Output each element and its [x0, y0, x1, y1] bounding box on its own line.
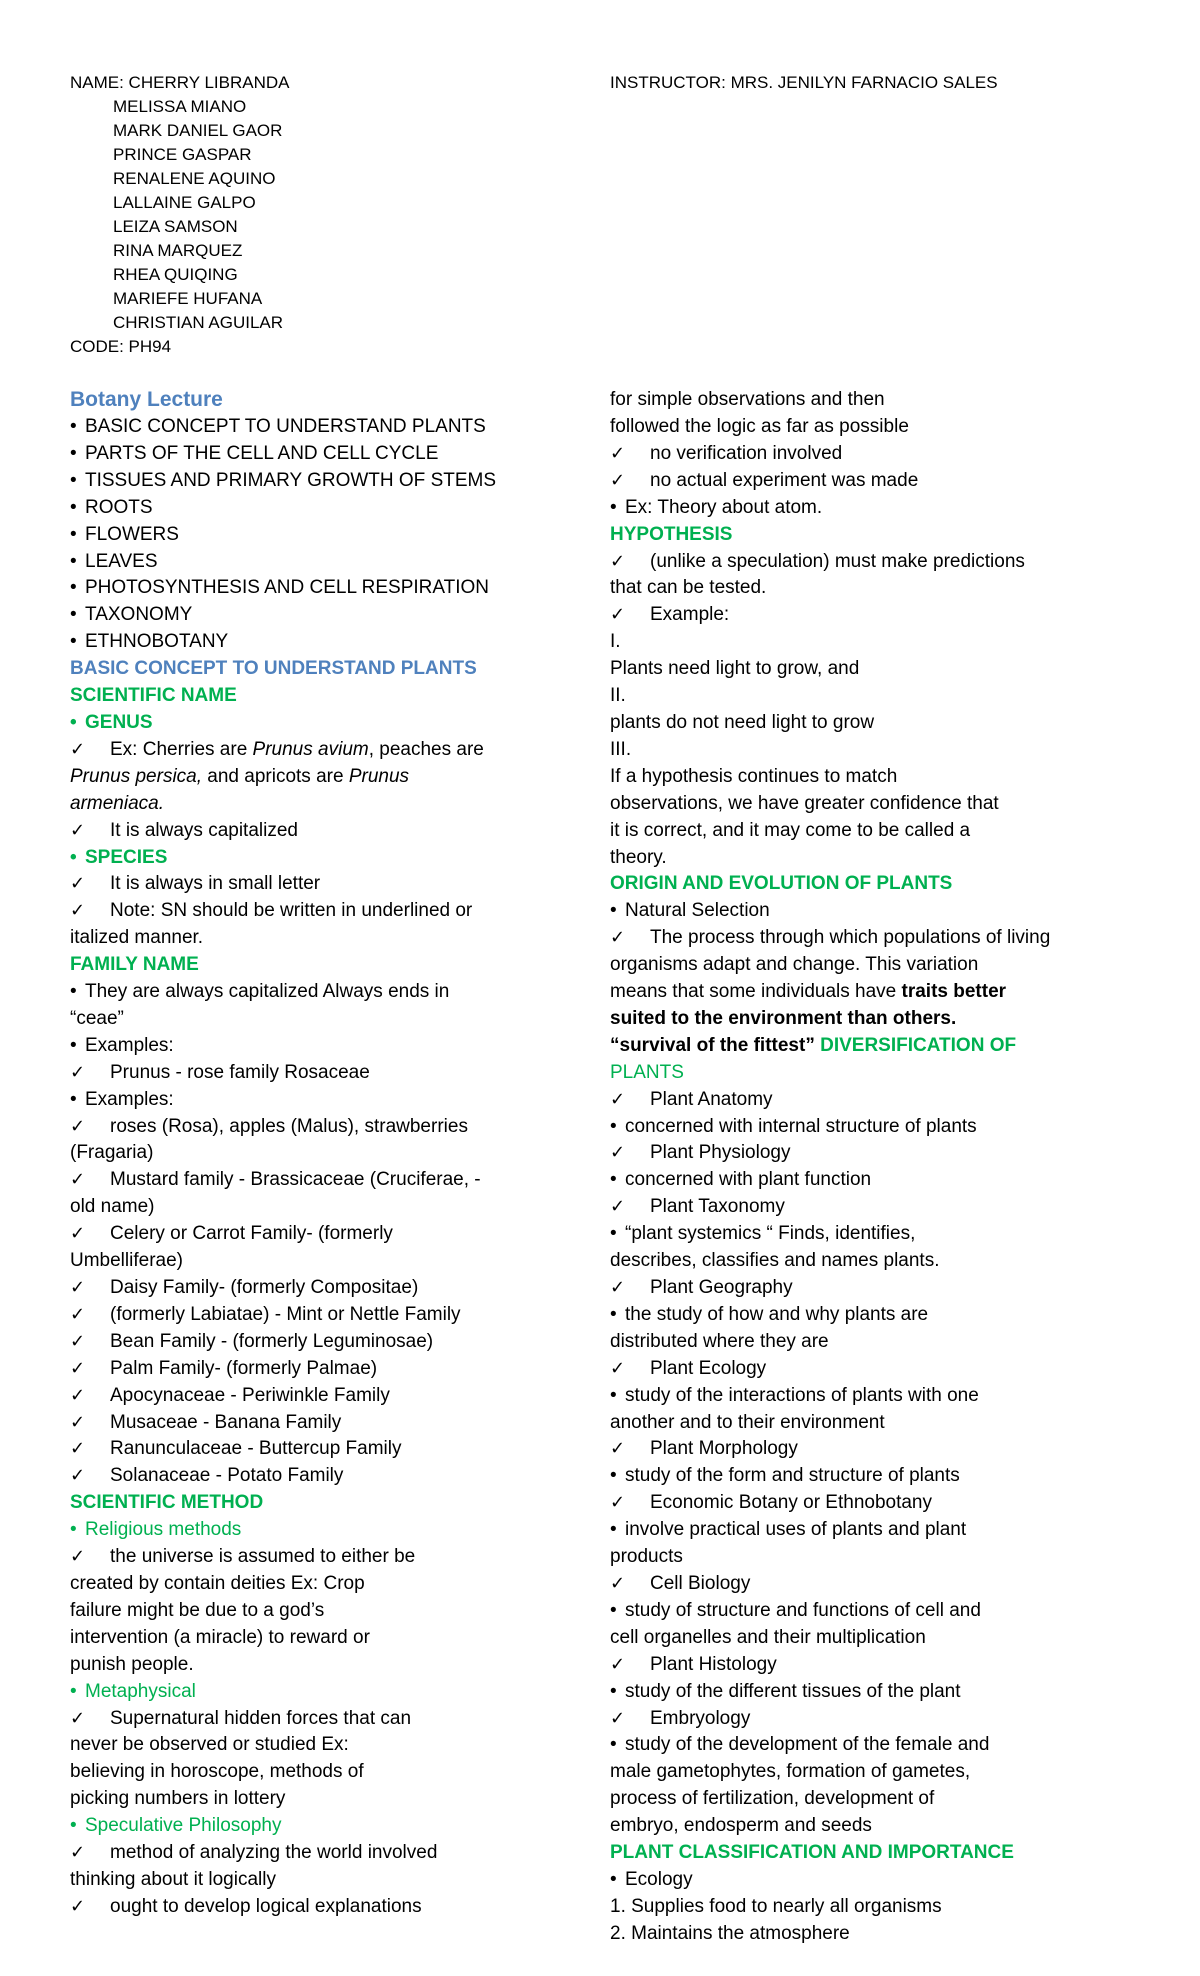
- check-item: ✓ Cell Biology: [610, 1571, 1080, 1598]
- class-code: CODE: PH94: [70, 337, 172, 356]
- bullet-item: • study of structure and functions of cell and: [610, 1598, 1080, 1625]
- member-name: CHRISTIAN AGUILAR: [113, 313, 284, 332]
- section-heading: HYPOTHESIS: [610, 523, 733, 545]
- bullet-item: • study of the development of the female and: [610, 1732, 1080, 1759]
- text-line: suited to the environment than others.: [610, 1007, 957, 1029]
- subheading: • Metaphysical: [70, 1679, 540, 1706]
- check-item: ✓ Solanaceae - Potato Family: [70, 1463, 540, 1490]
- bullet-item: • concerned with plant function: [610, 1167, 1080, 1194]
- check-item: ✓ Prunus - rose family Rosaceae: [70, 1060, 540, 1087]
- text-line: italized manner.: [70, 927, 204, 949]
- check-item: ✓ Economic Botany or Ethnobotany: [610, 1490, 1080, 1517]
- section-heading: SCIENTIFIC NAME: [70, 685, 237, 707]
- subheading: • Religious methods: [70, 1517, 540, 1544]
- group-members: [70, 71, 289, 359]
- text-line: process of fertilization, development of: [610, 1788, 935, 1810]
- text-line: that can be tested.: [610, 577, 767, 599]
- left-column: [70, 385, 540, 1921]
- member-name: LEIZA SAMSON: [113, 217, 238, 236]
- bullet-item: • study of the form and structure of plants: [610, 1463, 1080, 1490]
- check-item: ✓ Plant Histology: [610, 1652, 1080, 1679]
- bullet-item: • involve practical uses of plants and plant: [610, 1517, 1080, 1544]
- name-label: NAME: CHERRY LIBRANDA: [70, 73, 290, 92]
- text-line: embryo, endosperm and seeds: [610, 1815, 872, 1837]
- section-heading: BASIC CONCEPT TO UNDERSTAND PLANTS: [70, 658, 477, 680]
- bullet-item: • Examples:: [70, 1087, 540, 1114]
- bullet-item: • Natural Selection: [610, 898, 1080, 925]
- topic-item: • ETHNOBOTANY: [70, 629, 540, 656]
- check-item: ✓ Embryology: [610, 1706, 1080, 1733]
- member-name: MARK DANIEL GAOR: [113, 121, 283, 140]
- text-line: another and to their environment: [610, 1411, 885, 1433]
- check-item: ✓ The process through which populations of living: [610, 925, 1080, 952]
- member-name: MELISSA MIANO: [113, 97, 247, 116]
- section-heading: PLANT CLASSIFICATION AND IMPORTANCE: [610, 1842, 1014, 1864]
- bullet-item: • concerned with internal structure of plants: [610, 1114, 1080, 1141]
- member-name: LALLAINE GALPO: [113, 193, 256, 212]
- text-line: punish people.: [70, 1653, 194, 1675]
- text-line: products: [610, 1546, 683, 1568]
- text-line: for simple observations and then: [610, 389, 885, 410]
- text-line: I.: [610, 631, 621, 653]
- check-item: ✓ ought to develop logical explanations: [70, 1894, 540, 1921]
- check-item: ✓ Apocynaceae - Periwinkle Family: [70, 1383, 540, 1410]
- bullet-item: • the study of how and why plants are: [610, 1302, 1080, 1329]
- bullet-item: • study of the different tissues of the plant: [610, 1679, 1080, 1706]
- text-line: intervention (a miracle) to reward or: [70, 1626, 370, 1648]
- right-column: [610, 385, 1080, 1948]
- check-item: ✓ Plant Taxonomy: [610, 1194, 1080, 1221]
- topic-item: • BASIC CONCEPT TO UNDERSTAND PLANTS: [70, 414, 540, 441]
- text-line: old name): [70, 1196, 155, 1218]
- subheading: • Speculative Philosophy: [70, 1813, 540, 1840]
- check-item: ✓ Plant Physiology: [610, 1140, 1080, 1167]
- check-item: ✓ Ranunculaceae - Buttercup Family: [70, 1436, 540, 1463]
- check-item: ✓ (unlike a speculation) must make predictions: [610, 549, 1080, 576]
- text-line: picking numbers in lottery: [70, 1788, 286, 1810]
- check-item: ✓ Supernatural hidden forces that can: [70, 1706, 540, 1733]
- check-item: ✓ method of analyzing the world involved: [70, 1840, 540, 1867]
- instructor-name: INSTRUCTOR: MRS. JENILYN FARNACIO SALES: [610, 73, 998, 92]
- check-item: ✓ (formerly Labiatae) - Mint or Nettle Family: [70, 1302, 540, 1329]
- check-item: ✓ Note: SN should be written in underlined or: [70, 898, 540, 925]
- text-line: followed the logic as far as possible: [610, 416, 909, 437]
- bullet-item: • Ecology: [610, 1867, 1080, 1894]
- text-line: 1. Supplies food to nearly all organisms: [610, 1895, 942, 1917]
- check-item: ✓ Plant Ecology: [610, 1356, 1080, 1383]
- bullet-item: • Ex: Theory about atom.: [610, 495, 1080, 522]
- text-line: 2. Maintains the atmosphere: [610, 1922, 850, 1944]
- text-line: armeniaca.: [70, 792, 164, 814]
- text-line: Plants need light to grow, and: [610, 658, 860, 680]
- text-line: describes, classifies and names plants.: [610, 1250, 940, 1272]
- check-item: ✓ Mustard family - Brassicaceae (Cruciferae, -: [70, 1167, 540, 1194]
- text-line: plants do not need light to grow: [610, 711, 875, 733]
- text-line: means that some individuals have traits better: [610, 981, 1007, 1003]
- text-line: thinking about it logically: [70, 1868, 276, 1890]
- text-line: never be observed or studied Ex:: [70, 1734, 349, 1756]
- bullet-item: • They are always capitalized Always ends in: [70, 979, 540, 1006]
- topic-item: • TAXONOMY: [70, 602, 540, 629]
- topic-item: • ROOTS: [70, 495, 540, 522]
- subheading: • GENUS: [70, 710, 540, 737]
- text-line: “survival of the fittest” DIVERSIFICATION OF PLANTS: [610, 1034, 1017, 1083]
- member-name: MARIEFE HUFANA: [113, 289, 263, 308]
- section-heading: SCIENTIFIC METHOD: [70, 1492, 264, 1514]
- document-title: Botany Lecture: [70, 388, 223, 411]
- section-heading: ORIGIN AND EVOLUTION OF PLANTS: [610, 873, 953, 895]
- text-line: cell organelles and their multiplication: [610, 1626, 926, 1648]
- text-line: believing in horoscope, methods of: [70, 1761, 364, 1783]
- member-name: RENALENE AQUINO: [113, 169, 276, 188]
- text-line: organisms adapt and change. This variation: [610, 954, 979, 976]
- topic-item: • PHOTOSYNTHESIS AND CELL RESPIRATION: [70, 575, 540, 602]
- check-item: ✓ the universe is assumed to either be: [70, 1544, 540, 1571]
- check-item: ✓ Celery or Carrot Family- (formerly: [70, 1221, 540, 1248]
- check-item: ✓ It is always capitalized: [70, 818, 540, 845]
- text-line: male gametophytes, formation of gametes,: [610, 1761, 971, 1783]
- check-item: ✓ Musaceae - Banana Family: [70, 1410, 540, 1437]
- text-line: III.: [610, 738, 632, 760]
- text-line: distributed where they are: [610, 1330, 829, 1352]
- topic-item: • FLOWERS: [70, 522, 540, 549]
- section-heading: FAMILY NAME: [70, 954, 199, 976]
- text-line: theory.: [610, 846, 667, 868]
- bullet-item: • Examples:: [70, 1033, 540, 1060]
- check-item: ✓ Plant Morphology: [610, 1436, 1080, 1463]
- topic-item: • TISSUES AND PRIMARY GROWTH OF STEMS: [70, 468, 540, 495]
- subheading: • SPECIES: [70, 845, 540, 872]
- check-item: ✓ Ex: Cherries are Prunus avium, peaches are: [70, 737, 540, 764]
- text-line: it is correct, and it may come to be called a: [610, 819, 971, 841]
- text-line: failure might be due to a god’s: [70, 1599, 325, 1621]
- text-line: (Fragaria): [70, 1142, 154, 1164]
- topic-item: • PARTS OF THE CELL AND CELL CYCLE: [70, 441, 540, 468]
- check-item: ✓ no verification involved: [610, 441, 1080, 468]
- topic-item: • LEAVES: [70, 549, 540, 576]
- text-line: observations, we have greater confidence that: [610, 792, 999, 814]
- check-item: ✓ Plant Anatomy: [610, 1087, 1080, 1114]
- text-line: If a hypothesis continues to match: [610, 765, 898, 787]
- text-line: created by contain deities Ex: Crop: [70, 1572, 365, 1594]
- member-name: RHEA QUIQING: [113, 265, 238, 284]
- text-line: II.: [610, 685, 626, 707]
- text-line: Prunus persica, and apricots are Prunus: [70, 765, 410, 787]
- check-item: ✓ no actual experiment was made: [610, 468, 1080, 495]
- member-name: RINA MARQUEZ: [113, 241, 243, 260]
- check-item: ✓ roses (Rosa), apples (Malus), strawberries: [70, 1114, 540, 1141]
- check-item: ✓ Plant Geography: [610, 1275, 1080, 1302]
- member-name: PRINCE GASPAR: [113, 145, 252, 164]
- check-item: ✓ It is always in small letter: [70, 871, 540, 898]
- text-line: “ceae”: [70, 1007, 124, 1029]
- check-item: ✓ Bean Family - (formerly Leguminosae): [70, 1329, 540, 1356]
- bullet-item: • “plant systemics “ Finds, identifies,: [610, 1221, 1080, 1248]
- check-item: ✓ Example:: [610, 602, 1080, 629]
- bullet-item: • study of the interactions of plants with one: [610, 1383, 1080, 1410]
- check-item: ✓ Palm Family- (formerly Palmae): [70, 1356, 540, 1383]
- text-line: Umbelliferae): [70, 1250, 183, 1272]
- check-item: ✓ Daisy Family- (formerly Compositae): [70, 1275, 540, 1302]
